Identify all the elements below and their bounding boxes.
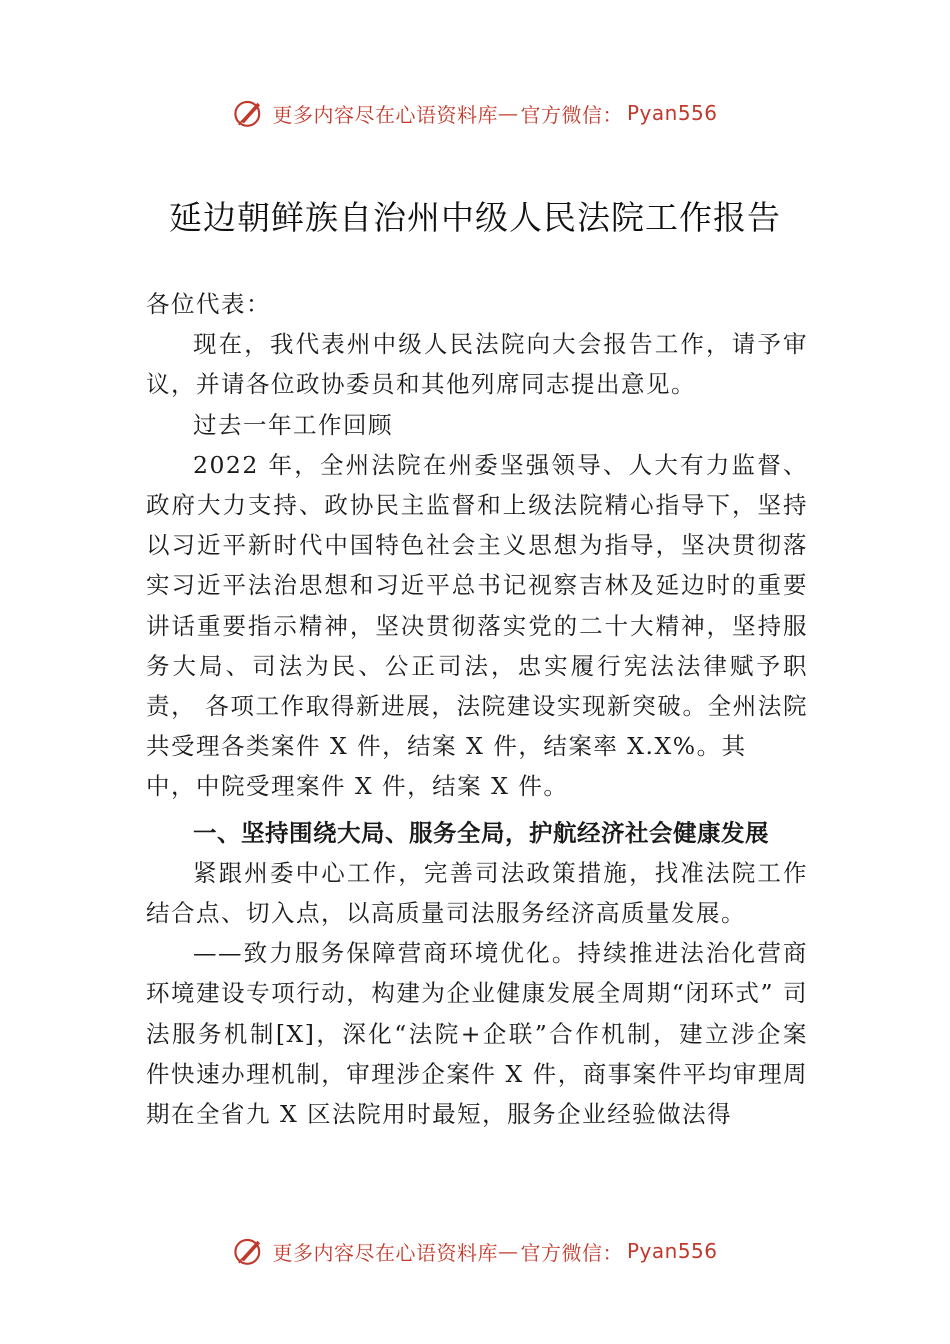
section-heading: 一、坚持围绕大局、服务全局，护航经济社会健康发展 — [193, 818, 769, 847]
document-title: 延边朝鲜族自治州中级人民法院工作报告 — [169, 198, 781, 237]
watermark-wechat-id: Pyan556 — [626, 1239, 718, 1263]
section-paragraph: ——致力服务保障营商环境优化。持续推进法治化营商环境建设专项行动，构建为企业健康发展全周期“闭环式” 司法服务机制[X]，深化“法院+企联”合作机制，建立涉企案件快速办理机制，审理涉企案件 X 件，商事案件平均审理周期在全省九 X 区法院用时最短，服务企业经验做法得 — [146, 939, 808, 1129]
section-paragraph: 紧跟州委中心工作，完善司法政策措施，找准法院工作结合点、切入点，以高质量司法服务经济高质量发展。 — [146, 858, 808, 928]
watermark-sub-text: 官方微信： — [520, 102, 623, 127]
paragraph-summary: 2022 年，全州法院在州委坚强领导、人大有力监督、政府大力支持、政协民主监督和上级法院精心指导下，坚持以习近平新时代中国特色社会主义思想为指导，坚决贯彻落实习近平法治思想和习近平总书记视察吉林及延边时的重要讲话重要指示精神，坚决贯彻落实党的二十大精神，坚持服务大局、司法为民、公正司法，忠实履行宪法法律赋予职责， 各项工作取得新进展，法院建设实现新突破。全州法院共受理各类案件 X 件，结案 X 件，结案率 X.X%。其 — [146, 450, 808, 761]
document-body — [146, 284, 808, 1134]
watermark-wechat-id: Pyan556 — [626, 101, 718, 125]
salutation: 各位代表： — [146, 290, 271, 318]
watermark-header — [0, 96, 950, 130]
watermark-sub-text: 官方微信： — [520, 1240, 623, 1265]
paragraph-intro: 现在，我代表州中级人民法院向大会报告工作，请予审议，并请各位政协委员和其他列席同志提出意见。 — [146, 330, 808, 399]
quill-logo-icon — [232, 96, 266, 130]
watermark-main-text: 更多内容尽在心语资料库 — [272, 102, 498, 127]
watermark-separator: — — [497, 101, 519, 125]
paragraph-review-heading: 过去一年工作回顾 — [193, 410, 393, 439]
watermark-main-text: 更多内容尽在心语资料库 — [272, 1240, 498, 1265]
watermark-footer — [0, 1234, 950, 1268]
watermark-separator: — — [497, 1239, 519, 1263]
quill-logo-icon — [232, 1234, 266, 1268]
paragraph-summary-tail: 中，中院受理案件 X 件，结案 X 件。 — [146, 772, 569, 801]
